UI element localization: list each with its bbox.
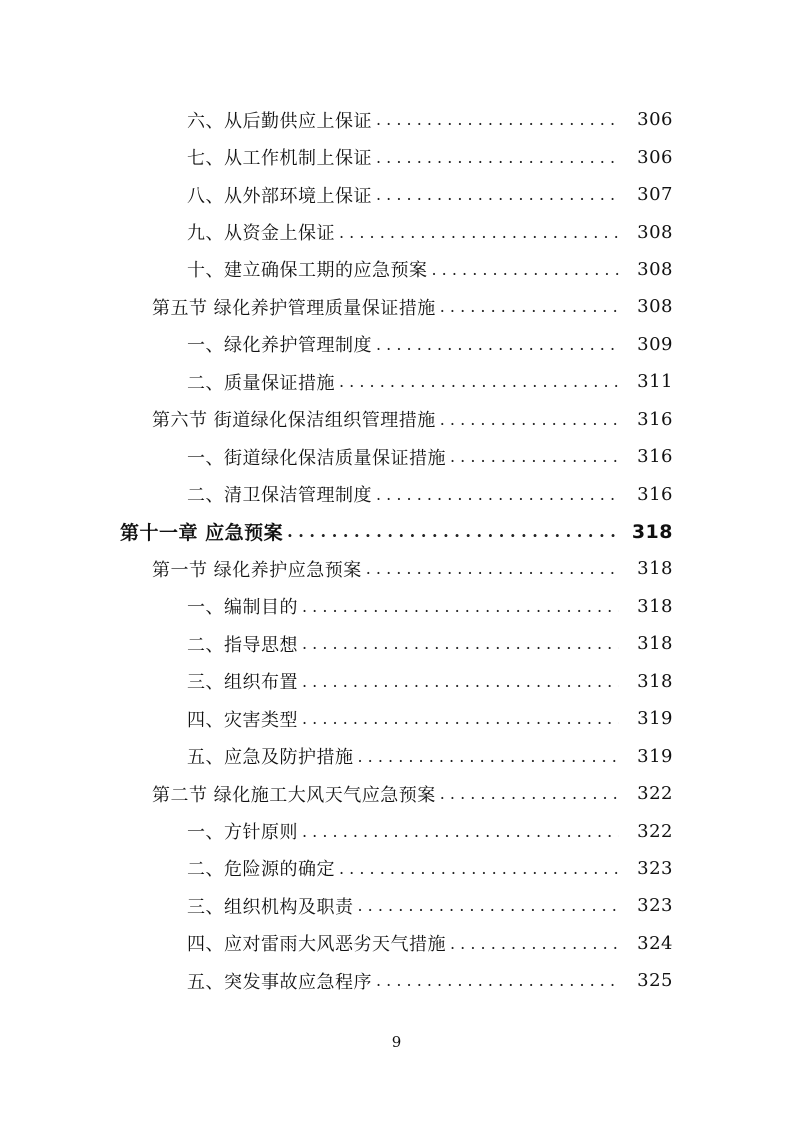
dot-leader	[376, 335, 619, 354]
toc-section-entry[interactable]	[0, 401, 793, 438]
toc-entry-page: 323	[619, 895, 673, 916]
dot-leader	[376, 148, 619, 167]
toc-entry-label: 第六节 街道绿化保洁组织管理措施	[152, 406, 440, 432]
toc-chapter-label: 第十一章 应急预案	[120, 518, 287, 545]
dot-leader	[440, 297, 619, 316]
toc-chapter-entry[interactable]	[0, 513, 793, 550]
toc-entry-page: 318	[619, 671, 673, 692]
toc-entry[interactable]	[0, 588, 793, 625]
toc-entry-label: 九、从资金上保证	[187, 219, 339, 245]
toc-entry-page: 325	[619, 970, 673, 991]
toc-entry[interactable]	[0, 101, 793, 138]
toc-section-entry[interactable]	[0, 288, 793, 325]
dot-leader	[339, 859, 619, 878]
toc-entry-page: 306	[619, 147, 673, 168]
toc-entry-page: 307	[619, 184, 673, 205]
dot-leader	[302, 672, 619, 691]
toc-entry[interactable]	[0, 251, 793, 288]
dot-leader	[366, 559, 619, 578]
dot-leader	[302, 597, 619, 616]
dot-leader	[358, 896, 620, 915]
dot-leader	[440, 410, 619, 429]
toc-entry-label: 三、组织机构及职责	[187, 893, 358, 919]
toc-entry-label: 三、组织布置	[187, 668, 302, 694]
table-of-contents	[0, 101, 793, 1000]
toc-entry[interactable]	[0, 176, 793, 213]
toc-entry-page: 308	[619, 296, 673, 317]
toc-entry-page: 309	[619, 334, 673, 355]
toc-entry-label: 二、指导思想	[187, 631, 302, 657]
toc-entry-label: 六、从后勤供应上保证	[187, 107, 376, 133]
dot-leader	[432, 260, 620, 279]
toc-entry[interactable]	[0, 812, 793, 849]
dot-leader	[302, 634, 619, 653]
toc-entry-page: 316	[619, 484, 673, 505]
toc-entry-page: 319	[619, 708, 673, 729]
toc-entry[interactable]	[0, 925, 793, 962]
dot-leader	[287, 522, 619, 541]
dot-leader	[450, 447, 619, 466]
toc-entry[interactable]	[0, 438, 793, 475]
dot-leader	[376, 485, 619, 504]
toc-entry-page: 323	[619, 858, 673, 879]
toc-entry-label: 第二节 绿化施工大风天气应急预案	[152, 781, 440, 807]
toc-section-entry[interactable]	[0, 775, 793, 812]
dot-leader	[376, 185, 619, 204]
toc-entry-page: 322	[619, 821, 673, 842]
toc-entry-page: 306	[619, 109, 673, 130]
dot-leader	[339, 372, 619, 391]
dot-leader	[450, 934, 619, 953]
toc-entry[interactable]	[0, 887, 793, 924]
toc-entry-label: 一、绿化养护管理制度	[187, 331, 376, 357]
toc-entry-label: 二、清卫保洁管理制度	[187, 481, 376, 507]
toc-entry-label: 十、建立确保工期的应急预案	[187, 256, 432, 282]
toc-entry[interactable]	[0, 700, 793, 737]
toc-entry-label: 五、突发事故应急程序	[187, 968, 376, 994]
toc-entry[interactable]	[0, 326, 793, 363]
toc-entry-page: 318	[619, 596, 673, 617]
toc-entry-label: 七、从工作机制上保证	[187, 144, 376, 170]
dot-leader	[376, 971, 619, 990]
toc-entry-page: 318	[619, 558, 673, 579]
toc-entry[interactable]	[0, 625, 793, 662]
toc-entry[interactable]	[0, 138, 793, 175]
toc-entry-label: 一、编制目的	[187, 593, 302, 619]
toc-entry[interactable]	[0, 475, 793, 512]
toc-entry-page: 318	[619, 633, 673, 654]
dot-leader	[302, 822, 619, 841]
dot-leader	[339, 223, 619, 242]
toc-entry-page: 308	[619, 222, 673, 243]
toc-entry-label: 五、应急及防护措施	[187, 743, 358, 769]
toc-entry[interactable]	[0, 737, 793, 774]
toc-entry-label: 二、危险源的确定	[187, 855, 339, 881]
toc-entry-label: 四、应对雷雨大风恶劣天气措施	[187, 930, 450, 956]
toc-entry[interactable]	[0, 962, 793, 999]
toc-entry-label: 一、方针原则	[187, 818, 302, 844]
toc-entry[interactable]	[0, 363, 793, 400]
toc-section-entry[interactable]	[0, 550, 793, 587]
toc-entry-page: 319	[619, 746, 673, 767]
toc-entry-page: 311	[619, 371, 673, 392]
toc-entry[interactable]	[0, 850, 793, 887]
toc-entry-label: 二、质量保证措施	[187, 369, 339, 395]
dot-leader	[358, 747, 620, 766]
toc-entry-label: 第一节 绿化养护应急预案	[152, 556, 366, 582]
dot-leader	[302, 709, 619, 728]
toc-entry-page: 316	[619, 446, 673, 467]
toc-entry-page: 322	[619, 783, 673, 804]
dot-leader	[440, 784, 619, 803]
toc-entry-page: 308	[619, 259, 673, 280]
page-number: 9	[391, 1033, 402, 1051]
toc-entry-page: 324	[619, 933, 673, 954]
toc-entry[interactable]	[0, 213, 793, 250]
dot-leader	[376, 110, 619, 129]
toc-entry-label: 一、街道绿化保洁质量保证措施	[187, 444, 450, 470]
toc-entry-page: 316	[619, 409, 673, 430]
toc-entry-label: 八、从外部环境上保证	[187, 182, 376, 208]
toc-entry-page: 318	[619, 521, 673, 543]
toc-entry[interactable]	[0, 663, 793, 700]
toc-entry-label: 四、灾害类型	[187, 706, 302, 732]
toc-entry-label: 第五节 绿化养护管理质量保证措施	[152, 294, 440, 320]
